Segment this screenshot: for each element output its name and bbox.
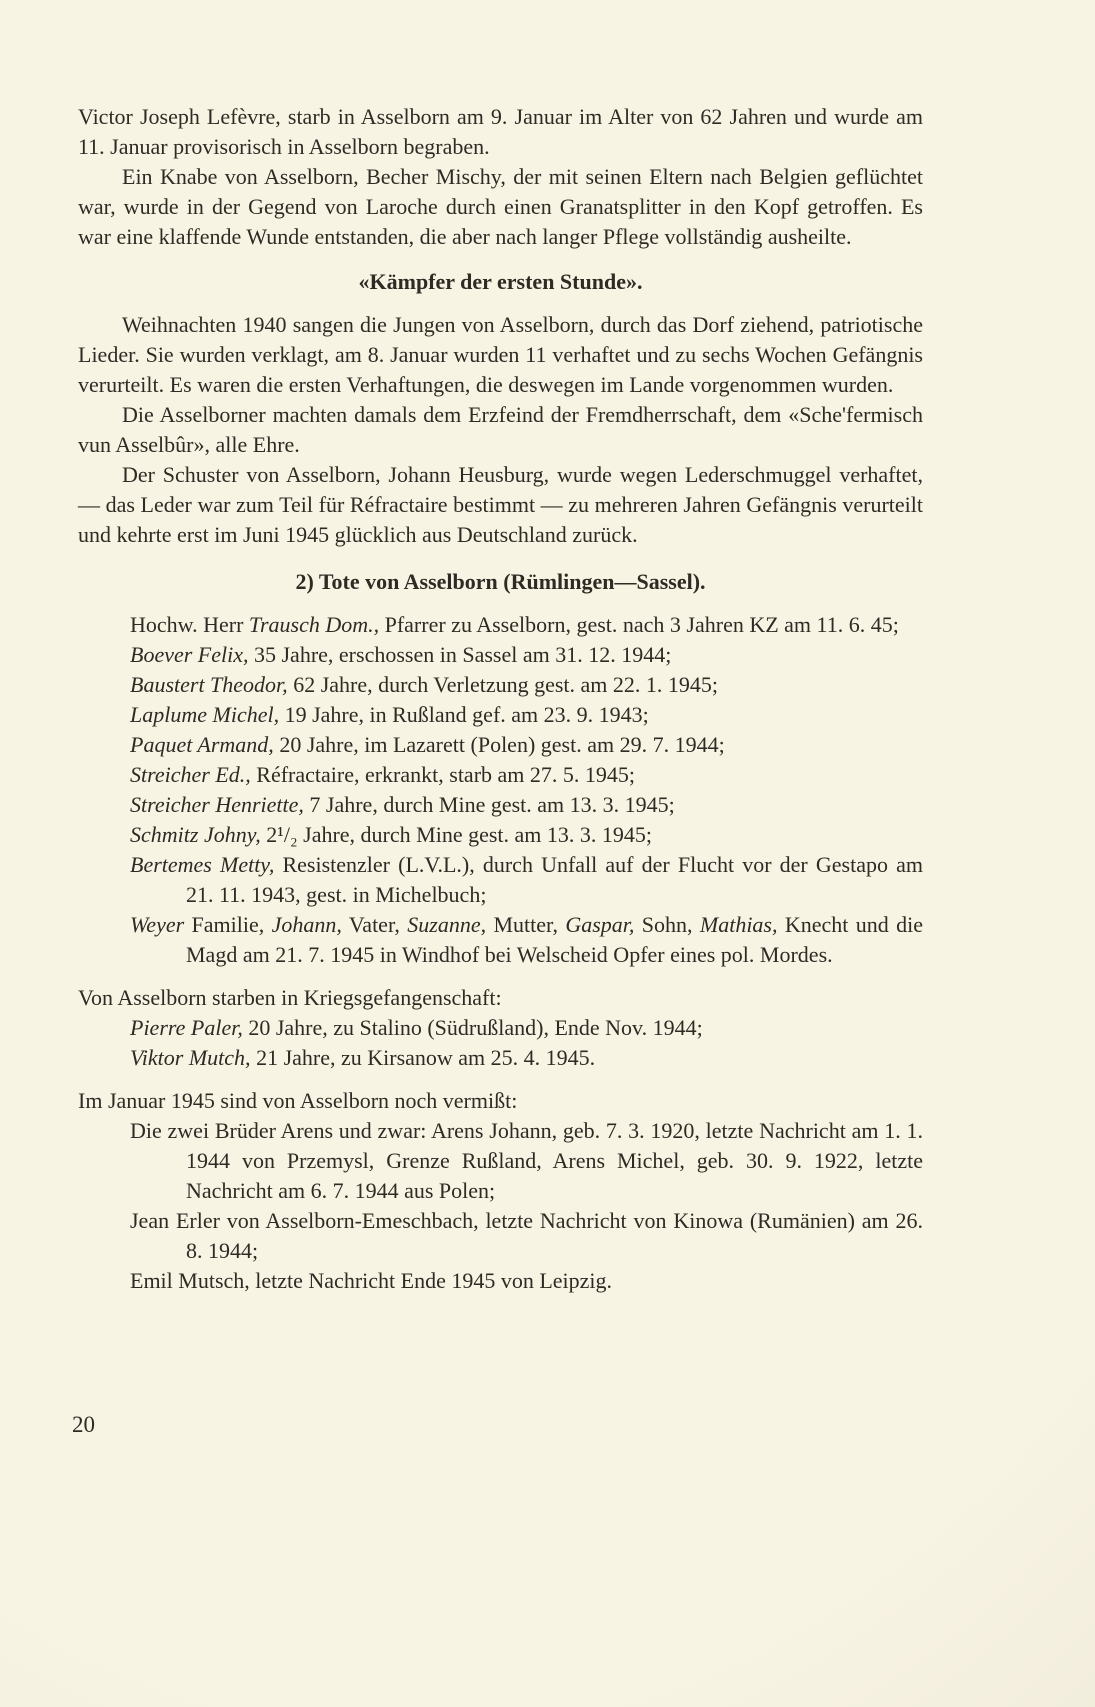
paragraph-schuster: Der Schuster von Asselborn, Johann Heusburg, wurde wegen Lederschmuggel verhaftet, — das Leder war zum Teil für Réfractaire bestimmt — zu mehreren Jahren Gefängnis verurteilt und kehrte erst im Juni 1945 glücklich aus Deutschland zurück. <box>78 462 923 547</box>
list-item-viktor-mutch: Viktor Mutch, 21 Jahre, zu Kirsanow am 25. 4. 1945. <box>130 1045 596 1070</box>
list-item-boever: Boever Felix, 35 Jahre, erschossen in Sassel am 31. 12. 1944; <box>130 642 672 667</box>
page-number: 20 <box>72 1412 95 1437</box>
list-item-brueder-arens: Die zwei Brüder Arens und zwar: Arens Johann, geb. 7. 3. 1920, letzte Nachricht am 1. 1. 1944 von Przemysl, Grenze Rußland, Arens Michel, geb. 30. 9. 1922, letzte Nachricht am 6. 7. 1944 aus Polen; <box>130 1118 923 1203</box>
list-item-streicher-henriette: Streicher Henriette, 7 Jahre, durch Mine gest. am 13. 3. 1945; <box>130 792 675 817</box>
list-item-pierre-paler: Pierre Paler, 20 Jahre, zu Stalino (Südrußland), Ende Nov. 1944; <box>130 1015 703 1040</box>
list-item-bertemes: Bertemes Metty, Resistenzler (L.V.L.), durch Unfall auf der Flucht vor der Gestapo am 21. 11. 1943, gest. in Michelbuch; <box>130 852 923 907</box>
paragraph-lefevre: Victor Joseph Lefèvre, starb in Asselborn am 9. Januar im Alter von 62 Jahren und wurde am 11. Januar provisorisch in Asselborn begraben. <box>78 104 923 159</box>
list-item-schmitz: Schmitz Johny, 2¹/₂ Jahre, durch Mine gest. am 13. 3. 1945; <box>130 822 653 847</box>
paragraph-becher-mischy: Ein Knabe von Asselborn, Becher Mischy, der mit seinen Eltern nach Belgien geflüchtet war, wurde in der Gegend von Laroche durch einen Granatsplitter in den Kopf getroffen. Es war eine klaffende Wunde entstanden, die aber nach langer Pflege vollständig ausheilte. <box>78 164 923 249</box>
list-item-emil-mutsch: Emil Mutsch, letzte Nachricht Ende 1945 von Leipzig. <box>130 1268 613 1293</box>
list-item-jean-erler: Jean Erler von Asselborn-Emeschbach, letzte Nachricht von Kinowa (Rumänien) am 26. 8. 1944; <box>130 1208 923 1263</box>
list-item-weyer: Weyer Familie, Johann, Vater, Suzanne, Mutter, Gaspar, Sohn, Mathias, Knecht und die Magd am 21. 7. 1945 in Windhof bei Welscheid Opfer eines pol. Mordes. <box>130 912 924 967</box>
body-text <box>78 102 923 1296</box>
list-item-paquet: Paquet Armand, 20 Jahre, im Lazarett (Polen) gest. am 29. 7. 1944; <box>130 732 725 757</box>
section-heading-kaempfer: «Kämpfer der ersten Stunde». <box>358 269 643 294</box>
list-item-streicher-ed: Streicher Ed., Réfractaire, erkrankt, starb am 27. 5. 1945; <box>130 762 636 787</box>
list-item-laplume: Laplume Michel, 19 Jahre, in Rußland gef. am 23. 9. 1943; <box>130 702 649 727</box>
list-item-trausch: Hochw. Herr Trausch Dom., Pfarrer zu Asselborn, gest. nach 3 Jahren KZ am 11. 6. 45; <box>130 612 899 637</box>
paragraph-asselborner: Die Asselborner machten damals dem Erzfeind der Fremdherrschaft, dem «Sche'fermisch vun Asselbûr», alle Ehre. <box>78 402 923 457</box>
paragraph-weihnachten: Weihnachten 1940 sangen die Jungen von Asselborn, durch das Dorf ziehend, patriotische Lieder. Sie wurden verklagt, am 8. Januar wurden 11 verhaftet und zu sechs Wochen Gefängnis verurteilt. Es waren die ersten Verhaftungen, die deswegen im Lande vorgenommen wurden. <box>78 312 923 397</box>
paragraph-vermisst-intro: Im Januar 1945 sind von Asselborn noch vermißt: <box>78 1088 518 1113</box>
paragraph-kriegsgefangenschaft-intro: Von Asselborn starben in Kriegsgefangenschaft: <box>78 985 502 1010</box>
section-heading-tote-von-asselborn: 2) Tote von Asselborn (Rümlingen—Sassel). <box>295 569 706 594</box>
list-item-baustert: Baustert Theodor, 62 Jahre, durch Verletzung gest. am 22. 1. 1945; <box>130 672 719 697</box>
